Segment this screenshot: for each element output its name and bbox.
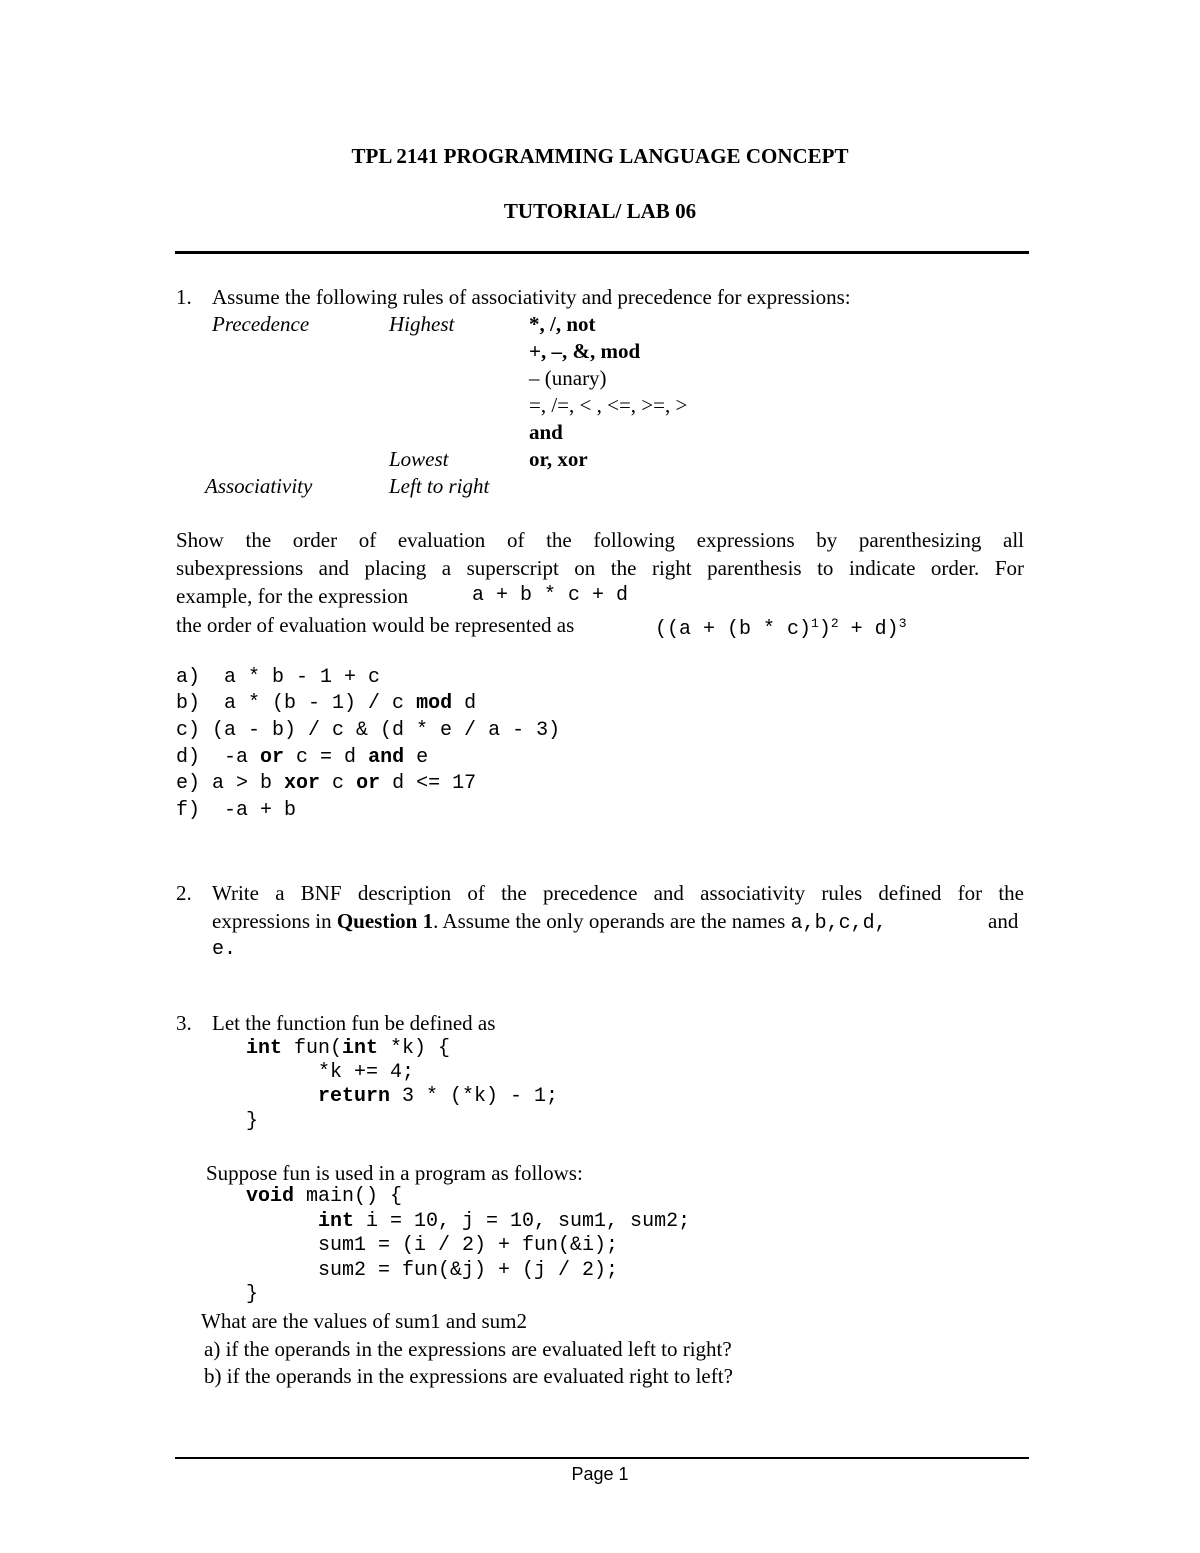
q3-suppose: Suppose fun is used in a program as follows: <box>206 1161 583 1185</box>
code-main-line5: } <box>246 1283 259 1306</box>
code-main-line3: sum1 = (i / 2) + fun(&i); <box>318 1234 619 1257</box>
expression-e: e) a > b xor c or d <= 17 <box>176 772 477 795</box>
footer-divider <box>175 1457 1029 1459</box>
code-fun-line2: *k += 4; <box>318 1061 415 1084</box>
q1-para-line3: example, for the expression <box>176 584 409 608</box>
course-title: TPL 2141 PROGRAMMING LANGUAGE CONCEPT <box>351 144 849 168</box>
precedence-level-1: *, /, not <box>529 312 596 336</box>
q2-number: 2. <box>176 881 192 905</box>
q1-number: 1. <box>176 285 192 309</box>
lab-title: TUTORIAL/ LAB 06 <box>503 199 697 223</box>
precedence-label: Precedence <box>212 312 310 336</box>
header-divider <box>175 251 1029 254</box>
associativity-label: Associativity <box>205 474 313 498</box>
code-fun-line1: int fun(int *k) { <box>246 1037 451 1060</box>
precedence-level-2: +, –, &, mod <box>529 339 641 363</box>
precedence-level-6: or, xor <box>529 447 588 471</box>
lowest-label: Lowest <box>389 447 449 471</box>
q3-intro: Let the function fun be defined as <box>212 1011 496 1035</box>
q2-line3: e. <box>212 938 237 961</box>
code-main-line1: void main() { <box>246 1185 403 1208</box>
precedence-level-5: and <box>529 420 563 444</box>
precedence-level-3: – (unary) <box>529 366 607 390</box>
example-expression: a + b * c + d <box>472 584 629 607</box>
q2-line1: Write a BNF description of the precedence and associativity rules defined for the <box>212 881 1024 905</box>
expression-f: f) -a + b <box>176 799 297 822</box>
q2-and-word: and <box>988 909 1019 933</box>
expression-d: d) -a or c = d and e <box>176 746 429 769</box>
q1-para-line4: the order of evaluation would be represented as <box>176 613 575 637</box>
highest-label: Highest <box>389 312 455 336</box>
q3-sub-a: a) if the operands in the expressions are evaluated left to right? <box>204 1337 732 1361</box>
q1-intro: Assume the following rules of associativity and precedence for expressions: <box>212 285 851 309</box>
q1-para-line2: subexpressions and placing a superscript on the right parenthesis to indicate order. For <box>176 556 1024 580</box>
expression-b: b) a * (b - 1) / c mod d <box>176 692 477 715</box>
q2-line2: expressions in Question 1. Assume the only operands are the names a,b,c,d, <box>212 909 887 935</box>
q3-question: What are the values of sum1 and sum2 <box>201 1309 527 1333</box>
q3-sub-b: b) if the operands in the expressions are evaluated right to left? <box>204 1364 733 1388</box>
q3-number: 3. <box>176 1011 192 1035</box>
page-number: Page 1 <box>571 1464 629 1484</box>
expression-c: c) (a - b) / c & (d * e / a - 3) <box>176 719 561 742</box>
q1-para-line1: Show the order of evaluation of the following expressions by parenthesizing all <box>176 528 1024 552</box>
associativity-value: Left to right <box>389 474 490 498</box>
code-fun-line4: } <box>246 1110 259 1133</box>
code-main-line2: int i = 10, j = 10, sum1, sum2; <box>318 1210 691 1233</box>
precedence-level-4: =, /=, < , <=, >=, > <box>529 393 688 417</box>
code-main-line4: sum2 = fun(&j) + (j / 2); <box>318 1259 619 1282</box>
example-representation: $((a + (b * c)^1)^2 + d)^3$ <box>655 616 907 641</box>
code-fun-line3: return 3 * (*k) - 1; <box>318 1085 559 1108</box>
expression-a: a) a * b - 1 + c <box>176 666 381 689</box>
